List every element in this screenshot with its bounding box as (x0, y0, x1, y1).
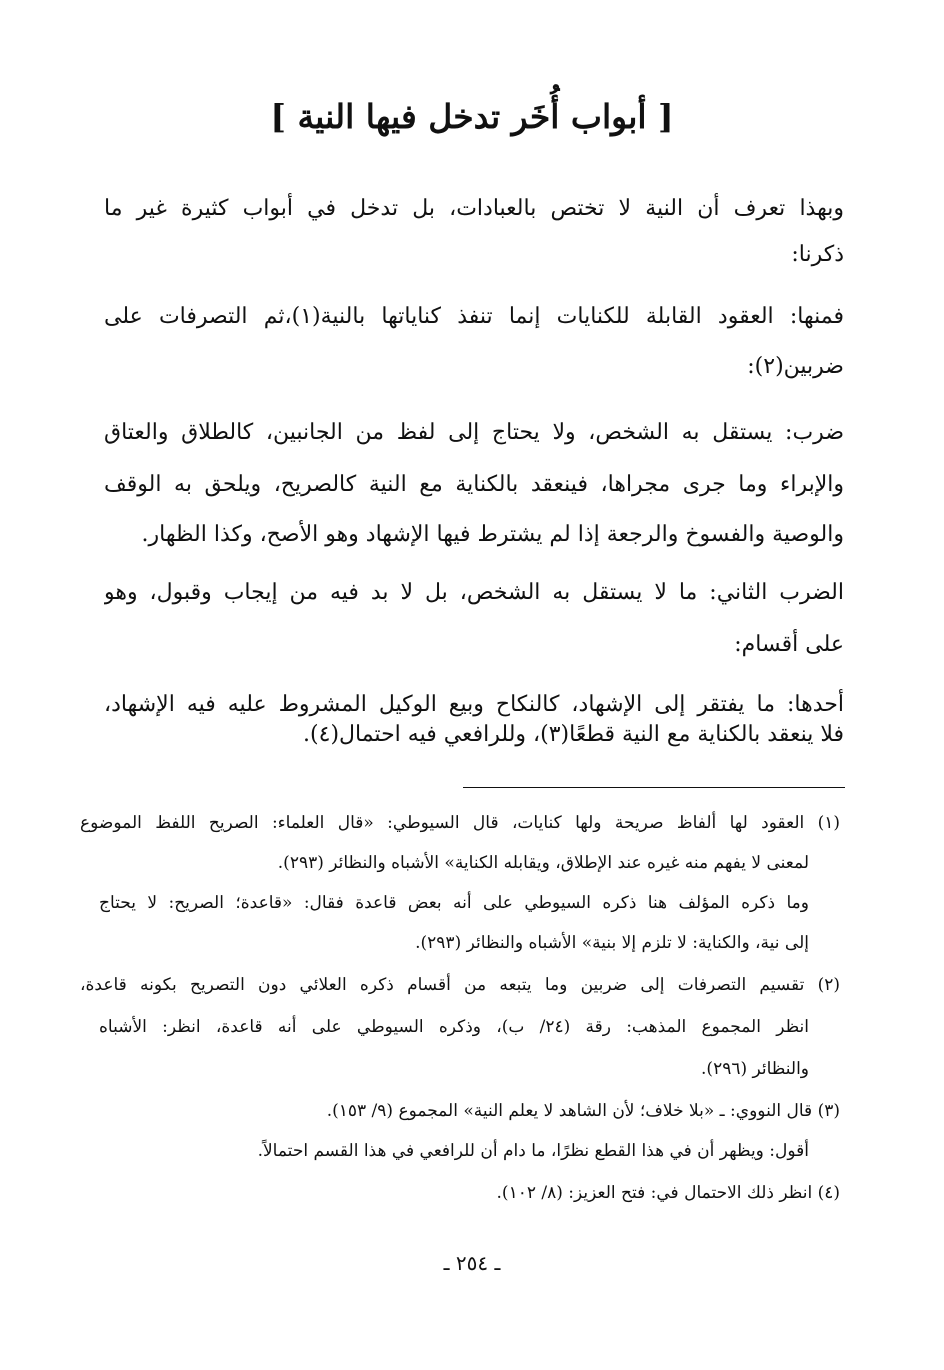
footnote-line: والنظائر (٢٩٦). (701, 1059, 809, 1079)
body-line: فلا ينعقد بالكناية مع النية قطعًا(٣)، وللرافعي فيه احتمال(٤). (303, 722, 844, 747)
body-line: ضربين(٢): (747, 354, 844, 379)
footnote-line: (٣) قال النووي: ـ «بلا خلاف؛ لأن الشاهد لا يعلم النية» المجموع (٩/ ١٥٣). (326, 1101, 840, 1121)
body-line: ضرب: يستقل به الشخص، ولا يحتاج إلى لفظ من الجانبين، كالطلاق والعتاق (104, 420, 844, 445)
body-line: والإبراء وما جرى مجراها، فينعقد بالكناية مع النية كالصريح، ويلحق به الوقف (104, 472, 844, 497)
section-title: [ أبواب أُخَر تدخل فيها النية ] (270, 97, 674, 136)
footnote-line: لمعنى لا يفهم منه غيره عند الإطلاق، ويقابله الكناية» الأشباه والنظائر (٢٩٣). (277, 853, 809, 873)
footnote-line: أقول: ويظهر أن في هذا القطع نظرًا، ما دام أن للرافعي في هذا القسم احتمالاً. (257, 1141, 809, 1161)
body-line: وبهذا تعرف أن النية لا تختص بالعبادات، بل تدخل في أبواب كثيرة غير ما (104, 196, 844, 221)
footnote-line: إلى نية، والكناية: لا تلزم إلا بنية» الأشباه والنظائر (٢٩٣). (415, 933, 809, 953)
footnote-line: وما ذكره المؤلف هنا ذكره السيوطي على أنه بعض قاعدة فقال: «قاعدة؛ الصريح: لا يحتاج (99, 893, 809, 913)
body-line: الضرب الثاني: ما لا يستقل به الشخص، بل لا بد فيه من إيجاب وقبول، وهو (104, 580, 844, 605)
body-line: فمنها: العقود القابلة للكنايات إنما تنفذ كناياتها بالنية(١)،ثم التصرفات على (104, 304, 844, 329)
footnote-line: (٢) تقسيم التصرفات إلى ضربين وما يتبعه من أقسام ذكره العلائي دون التصريح بكونه قاعدة، (80, 975, 840, 995)
footnote-separator (463, 787, 845, 788)
body-line: أحدها: ما يفتقر إلى الإشهاد، كالنكاح وبيع الوكيل المشروط عليه فيه الإشهاد، (104, 692, 844, 717)
body-line: ذكرنا: (791, 242, 844, 267)
page-number: ـ ٢٥٤ ـ (443, 1251, 501, 1275)
footnote-line: (١) العقود لها ألفاظ صريحة ولها كنايات، قال السيوطي: «قال العلماء: الصريح اللفظ الموضوع (80, 813, 840, 833)
footnote-line: (٤) انظر ذلك الاحتمال في: فتح العزيز: (٨/ ١٠٢). (496, 1183, 840, 1203)
footnote-line: انظر المجموع المذهب: رقة (٢٤/ ب)، وذكره السيوطي على أنه قاعدة، انظر: الأشباه (99, 1017, 809, 1037)
body-line: على أقسام: (734, 632, 844, 657)
body-line: والوصية والفسوخ والرجعة إذا لم يشترط فيها الإشهاد وهو الأصح، وكذا الظهار. (141, 522, 844, 547)
